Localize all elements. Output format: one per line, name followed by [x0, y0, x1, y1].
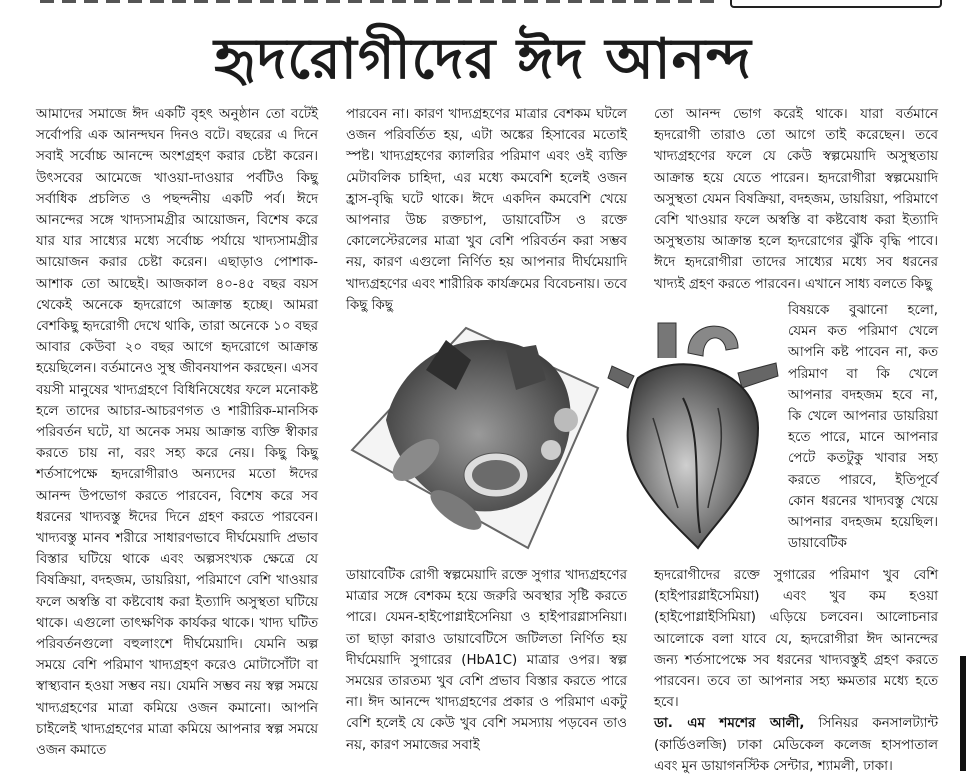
column-1 — [36, 104, 318, 768]
column-2-bottom-text: ডায়াবেটিক রোগী স্বল্পমেয়াদি রক্তে সুগার খাদ্যগ্রহণের মাত্রার সঙ্গে বেশকম হয়ে জরুরি অবস্থার সৃষ্টি করতে পারে। যেমন-হাইপোগ্লাইসেনিয়া ও হাইপারগ্লাসনিয়া। তা ছাড়া কারাও ডায়াবেটিসে জটিলতা নির্ণিত হয় দীর্ঘমেয়াদি সুগারের (HbA1C) মাত্রার ওপর। স্বল্প সময়ের তারতম্য খুব বেশি প্রভাব বিস্তার করতে পারে না। ঈদ আনন্দে খাদ্যগ্রহণের প্রকার ও পরিমাণ একটু বেশি হলেই যে কেউ খুব বেশি সমস্যায় পড়বেন তাও নয়, কারণ সমাজের সবাই — [346, 568, 627, 753]
column-2-top-text: পারবেন না। কারণ খাদ্যগ্রহণের মাত্রার বেশকম ঘটলে ওজন পরিবর্তিত হয়, এটা অঙ্কের হিসাবের মতোই স্পষ্ট। খাদ্যগ্রহণের ক্যালরির পরিমাণ এবং ওই ব্যক্তি মেটাবলিক চাহিদা, এর মধ্যে কমবেশি হলেই ওজন হ্রাস-বৃদ্ধি ঘটে থাকে। ঈদে একদিন কমবেশি খেয়ে আপনার উচ্চ রক্তচাপ, ডায়াবেটিস ও রক্তে কোলেস্টেরলের মাত্রা খুব বেশি পরিবর্তন করা সম্ভব নয়, কারণ এগুলো নির্ণিত হয় আপনার দীর্ঘমেয়াদি খাদ্যগ্রহণের এবং শারীরিক কার্যক্রমের বিবেচনায়। তবে কিছু কিছু — [346, 107, 627, 313]
previous-article-edge — [0, 0, 966, 8]
column-3-top — [654, 104, 938, 299]
author-name: ডা. এম শমশের আলী, — [654, 716, 805, 732]
column-3-top-text: তো আনন্দ ভোগ করেই থাকে। যারা বর্তমানে হৃদরোগী তারাও তো আগে তাই করেছেন। তবে খাদ্যগ্রহণের ফলে যে কেউ স্বল্পমেয়াদি অসুস্থতায় আক্রান্ত হয়ে যেতে পারেন। হৃদরোগীরা স্বল্পমেয়াদি অসুস্থতা যেমন বিষক্রিয়া, বদহজম, ডায়রিয়া, পরিমাণে বেশি খাওয়ার ফলে অস্বস্তি বা কষ্টবোধ করা ইত্যাদি অসুস্থতায় আক্রান্ত হলে হৃদরোগের ঝুঁকি বৃদ্ধি পাবে। ঈদে হৃদরোগীরা তাদের সাধ্যের মধ্যে সব ধরনের খাদ্যই গ্রহণ করতে পারবেন। এখানে সাধ্য বলতে কিছু — [654, 107, 938, 292]
column-3-middle — [788, 300, 938, 562]
column-3-middle-text: বিষয়কে বুঝানো হলো, যেমন কত পরিমাণ খেলে আপনি কষ্ট পাবেন না, কত পরিমাণ বা কি খেলে আপনার বদহজম হবে না, কি খেলে আপনার ডায়রিয়া হতে পারে, মানে আপনার পেটে কতটুকু খাবার সহ্য করতে পারবে, ইতিপূর্বে কোন ধরনের খাদ্যবস্তু খেয়ে আপনার বদহজম হয়েছিল। ডায়াবেটিক — [788, 303, 938, 552]
column-3-bottom-text: হৃদরোগীদের রক্তে সুগারের পরিমাণ খুব বেশি (হাইপারগ্লাইসেমিয়া) এবং খুব কম হওয়া (হাইপোগ্লাইসিমিয়া) এড়িয়ে চলবেন। আলোচনার আলোকে বলা যাবে যে, হৃদরোগীরা ঈদ আনন্দের জন্য শর্তসাপেক্ষে সব ধরনের খাদ্যবস্তুই গ্রহণ করতে পারবেন। তবে তা আপনার সহ্য ক্ষমতার মধ্যে হতে হবে। — [654, 568, 938, 711]
page-edge-bar — [960, 656, 966, 771]
column-2-top — [346, 104, 627, 313]
column-1-text: আমাদের সমাজে ঈদ একটি বৃহৎ অনুষ্ঠান তো বটেই সর্বোপরি এক আনন্দঘন দিনও বটে। বছরের এ দিনে সবাই সর্বোচ্চ আনন্দে অংশগ্রহণ করার চেষ্টা করেন। উৎসবের আমেজে খাওয়া-দাওয়ার পর্বটিও কিছু সর্বাধিক প্রচলিত ও পছন্দনীয় একটি পর্ব। ঈদে আনন্দের সঙ্গে খাদ্যসামগ্রীর আয়োজন, বিশেষ করে যার যার সাধ্যের মধ্যে সর্বোচ্চ পর্যায়ে খাদ্যসামগ্রীর আয়োজন করার চেষ্টা করেন। এছাড়াও পোশাক-আশাক তো আছেই। আজকাল ৪০-৪৫ বছর বয়স থেকেই অনেকে হৃদরোগে আক্রান্ত হচ্ছে। আমরা বেশকিছু হৃদরোগী দেখে থাকি, তারা অনেকে ১০ বছর আবার কেউবা ২০ বছর আগে হৃদরোগে আক্রান্ত হয়েছিলেন। বর্তমানেও সুস্থ জীবনযাপন করছেন। এসব বয়সী মানুষের খাদ্যগ্রহণে বিধিনিষেধের ফলে মনোকষ্ট হলে তাদের আচার-আচরণগত ও শারীরিক-মানসিক পরিবর্তন ঘটে, যা অনেক সময় আক্রান্ত ব্যক্তি স্বীকার করতে চায় না, বরং সহ্য করে নেয়। কিছু কিছু শর্তসাপেক্ষে হৃদরোগীরাও অন্যদের মতো ঈদের আনন্দ উপভোগ করতে পারবেন, বিশেষ করে সব ধরনের খাদ্যবস্তু ঈদের দিনে গ্রহণ করতে পারবেন। খাদ্যবস্তু মানব শরীরে সাধারণভাবে দীর্ঘমেয়াদি প্রভাব বিস্তার ঘটিয়ে থাকে এবং অল্পসংখ্যক ক্ষেত্রে যে বিষক্রিয়া, বদহজম, ডায়রিয়া, পরিমাণে বেশি খাওয়ার ফলে অস্বস্তি বা কষ্টবোধ করা ইত্যাদি অসুস্থতা ঘটিয়ে থাকে। এগুলো তাৎক্ষণিক কার্যকর থাকে। খাদ্য ঘটিত পরিবর্তনগুলো বহুলাংশে দীর্ঘমেয়াদি। যেমনি অল্প সময়ে বেশি পরিমাণ খাদ্যগ্রহণ করেও মোটাসোঁটা বা স্বাস্থ্যবান হওয়া সম্ভব নয়। যেমনি সম্ভব নয় স্বল্প সময়ে খাদ্যগ্রহণের মাত্রা কমিয়ে ওজন কমানো। আপনি চাইলেই খাদ্যগ্রহণের মাত্রা কমিয়ে আপনার স্বল্প সময়ে ওজন কমাতে — [36, 107, 318, 759]
author-description: সিনিয়র কনসালট্যান্ট (কার্ডিওলজি) ঢাকা মেডিকেল কলেজ হাসপাতাল এবং মুন ডায়াগনস্টিক সেন্টার, শ্যামলী, ঢাকা। — [654, 716, 939, 774]
column-3-bottom — [654, 565, 939, 774]
headline: হৃদরোগীদের ঈদ আনন্দ — [214, 26, 752, 92]
column-2-bottom — [346, 565, 627, 765]
cropped-box — [730, 0, 942, 8]
anatomical-heart-image — [608, 318, 780, 550]
cropped-text-line — [40, 0, 720, 3]
food-platter-image — [346, 300, 604, 555]
author-credit — [654, 713, 938, 777]
